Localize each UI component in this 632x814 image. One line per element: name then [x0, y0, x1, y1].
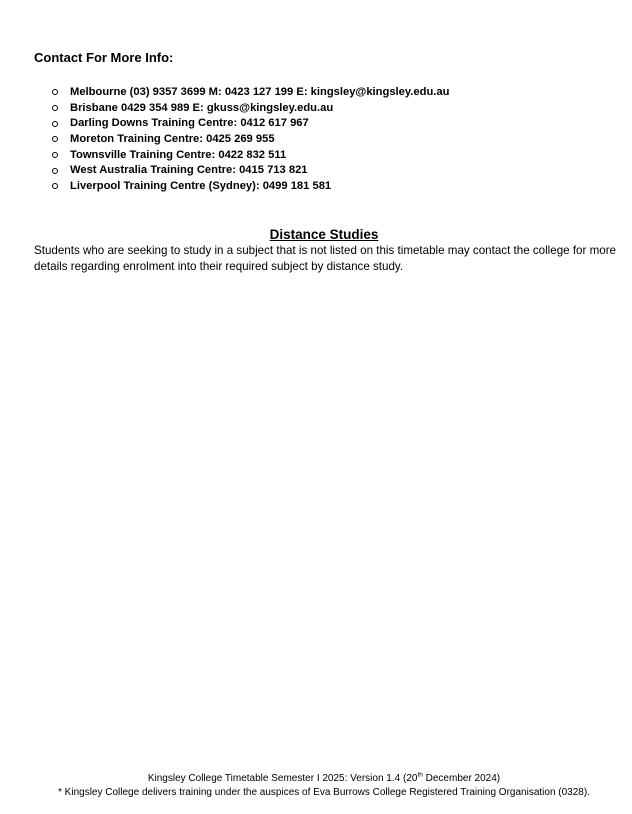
footer-date-text: December 2024) [422, 773, 501, 784]
contact-moreton: Moreton Training Centre: 0425 269 955 [70, 132, 275, 145]
list-item [52, 115, 449, 131]
list-item [52, 100, 449, 116]
bullet-circle-icon [52, 136, 58, 142]
contact-darling-downs: Darling Downs Training Centre: 0412 617 967 [70, 117, 309, 130]
distance-studies-title: Distance Studies [269, 227, 379, 242]
contact-liverpool: Liverpool Training Centre (Sydney): 0499 181 581 [70, 179, 332, 192]
list-item [52, 178, 449, 194]
contact-melbourne: Melbourne (03) 9357 3699 M: 0423 127 199 E: kingsley@kingsley.edu.au [70, 85, 450, 98]
bullet-circle-icon [52, 121, 58, 127]
distance-studies-body: Students who are seeking to study in a subject that is not listed on this timetable may contact the college for more details regarding enrolment into their required subject by distance study. [34, 244, 616, 273]
bullet-circle-icon [52, 152, 58, 158]
contact-townsville: Townsville Training Centre: 0422 832 511 [70, 148, 287, 161]
contact-west-australia: West Australia Training Centre: 0415 713 821 [70, 164, 308, 177]
list-item [52, 84, 449, 100]
contact-brisbane: Brisbane 0429 354 989 E: gkuss@kingsley.edu.au [70, 101, 334, 114]
list-item [52, 162, 449, 178]
footer-rto-line: * Kingsley College delivers training under the auspices of Eva Burrows College Registered Training Organisation (0328). [58, 787, 590, 798]
contact-heading: Contact For More Info: [34, 50, 174, 65]
bullet-circle-icon [52, 183, 58, 189]
bullet-circle-icon [52, 89, 58, 95]
bullet-circle-icon [52, 168, 58, 174]
bullet-circle-icon [52, 105, 58, 111]
footer-superscript: th [417, 771, 423, 779]
list-item [52, 147, 449, 163]
contact-list [52, 84, 449, 194]
list-item [52, 131, 449, 147]
footer-version-line [0, 773, 632, 784]
footer-version-text: Kingsley College Timetable Semester I 2025: Version 1.4 (20 [147, 773, 418, 784]
